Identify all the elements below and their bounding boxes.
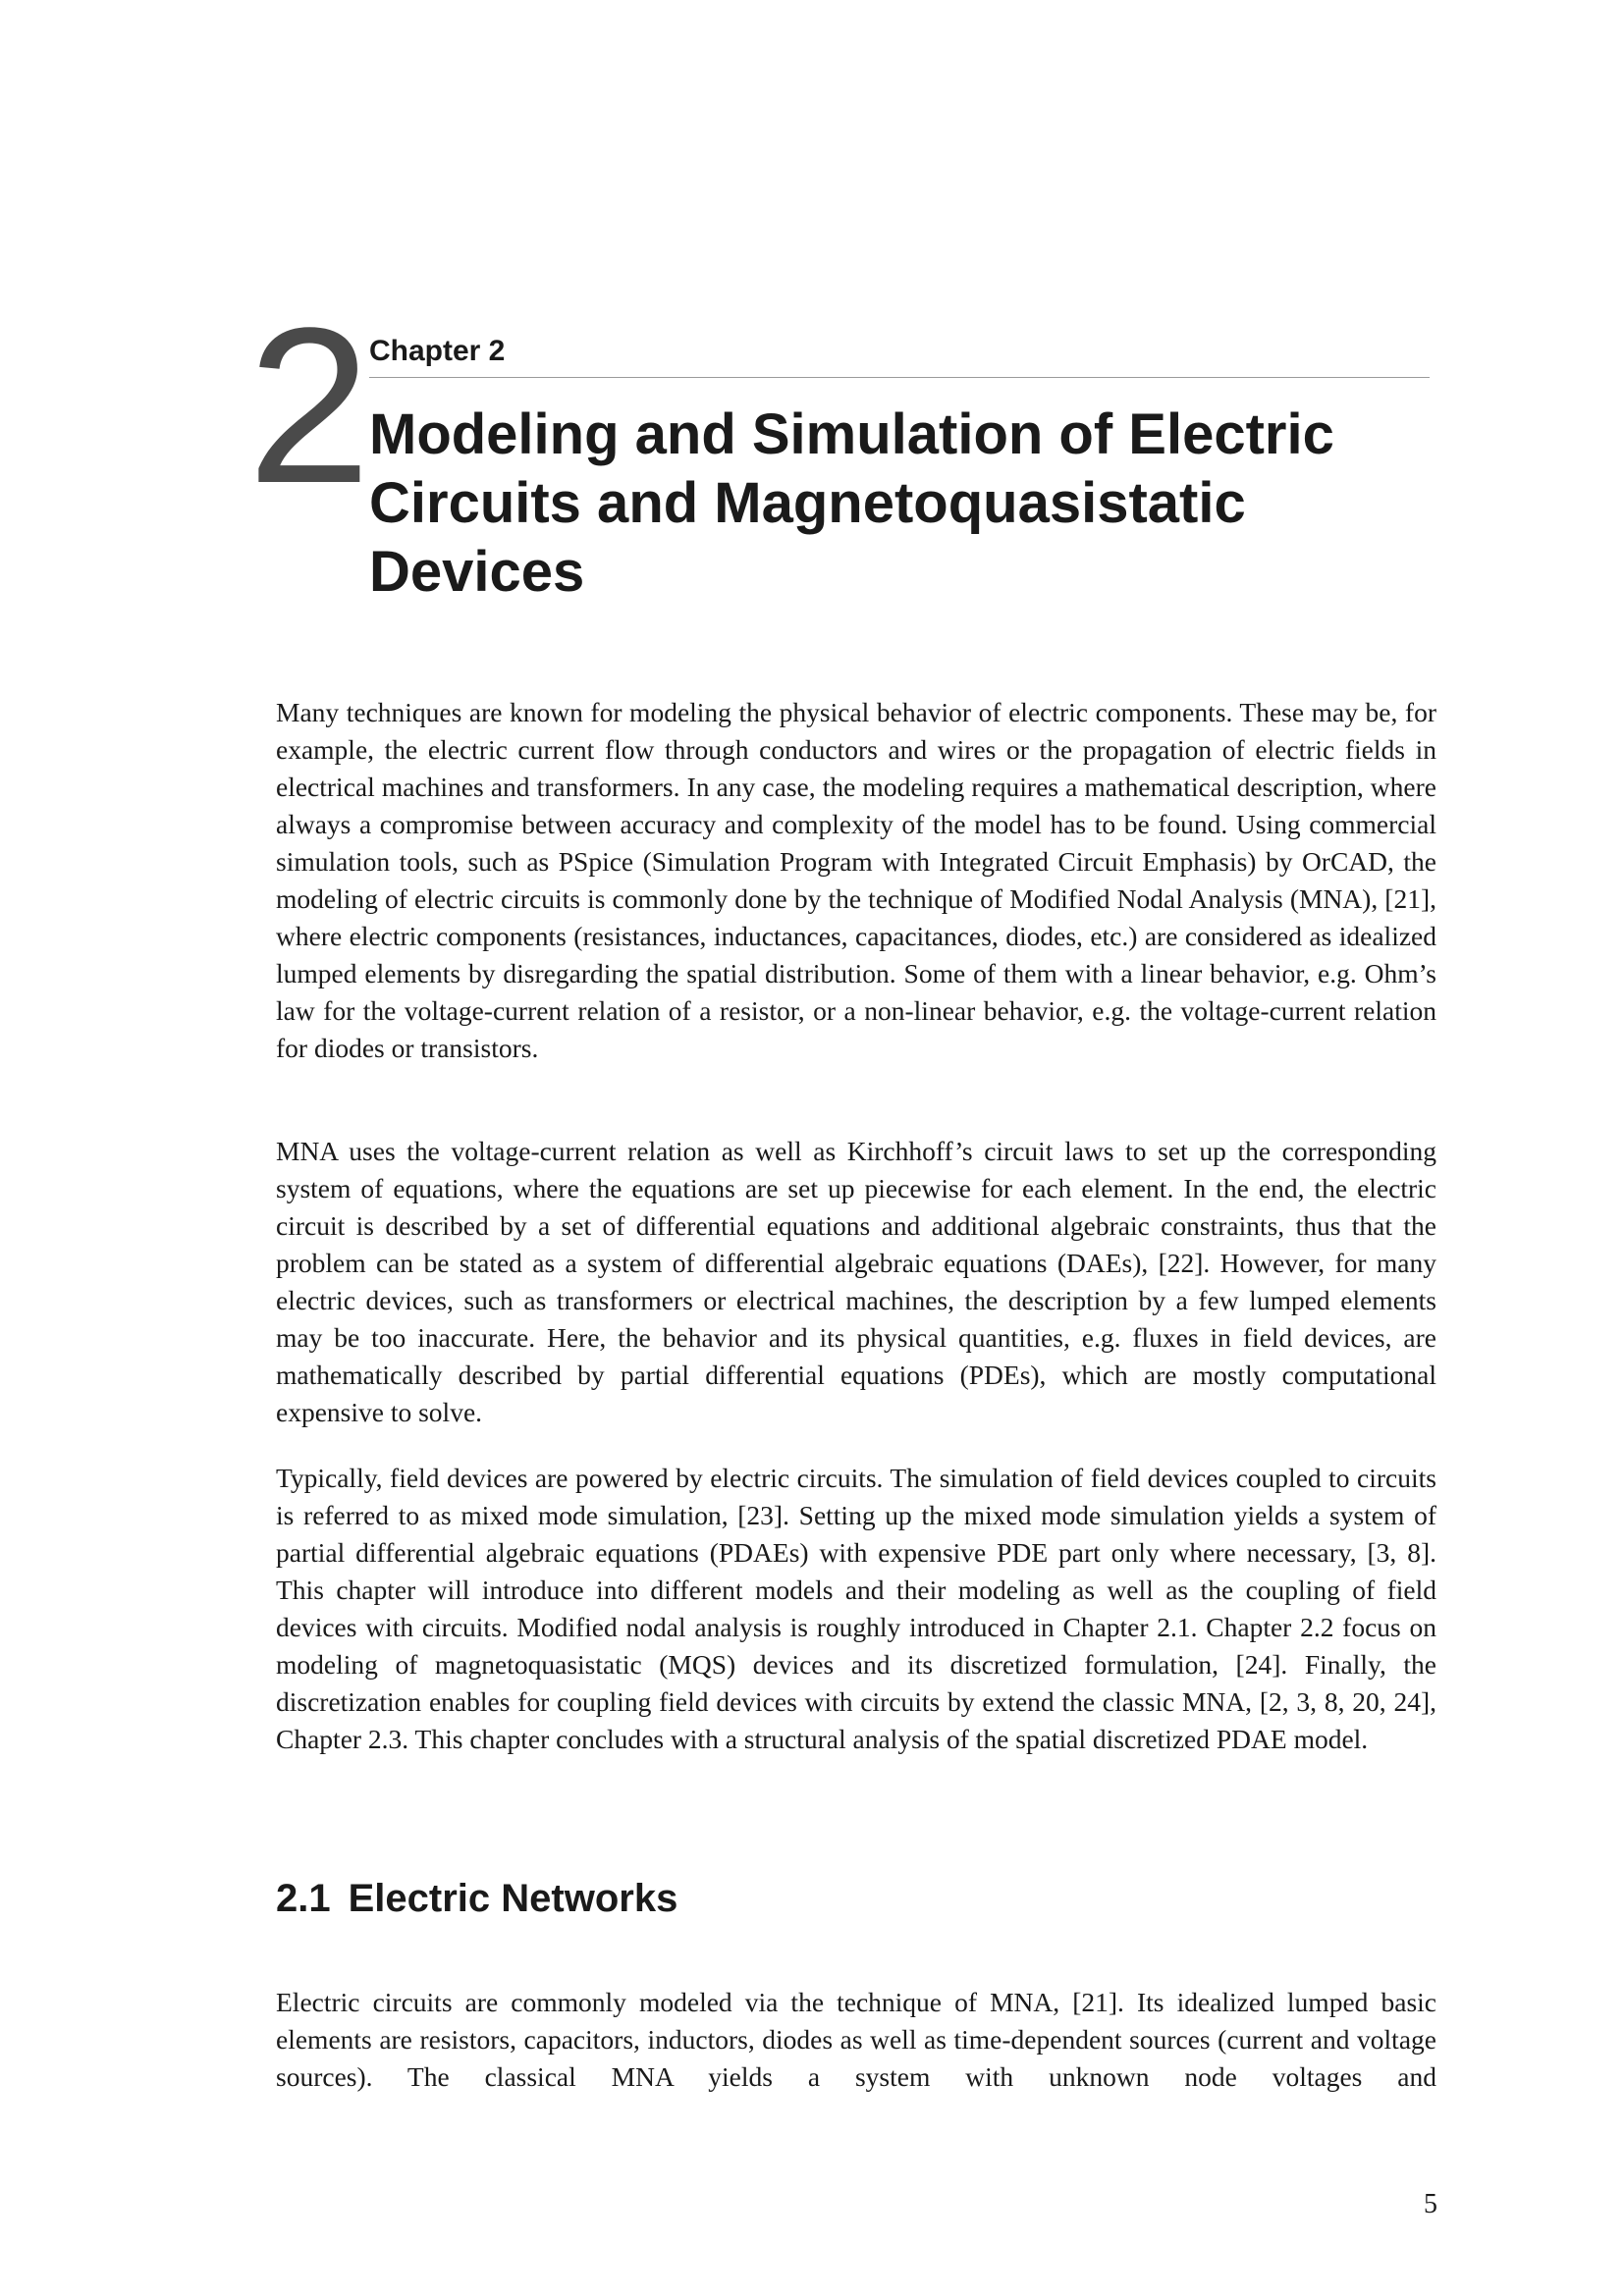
chapter-number: 2 [247, 281, 371, 529]
chapter-title: Modeling and Simulation of Electric Circuits and Magnetoquasistatic Devices [369, 402, 1334, 604]
chapter-rule [369, 377, 1430, 378]
paragraph-intro: Many techniques are known for modeling the physical behavior of electric components. These may be, for example, the electric current flow through conductors and wires or the propagation of electric fields in electrical machines and transformers. In any case, the modeling requires a mathematical description, where always a compromise between accuracy and complexity of the model has to be found. Using commercial simulation tools, such as PSpice (Simulation Program with Integrated Circuit Emphasis) by OrCAD, the modeling of electric circuits is commonly done by the technique of Modified Nodal Analysis (MNA), [21], where electric components (resistances, inductances, capacitances, diodes, etc.) are considered as idealized lumped elements by disregarding the spatial distribution. Some of them with a linear behavior, e.g. Ohm’s law for the voltage-current relation of a resistor, or a non-linear behavior, e.g. the voltage-current relation for diodes or transistors. [276, 697, 1436, 1063]
paragraph-electric-networks: Electric circuits are commonly modeled via the technique of MNA, [21]. Its idealized lumped basic elements are resistors, capacitors, inductors, diodes as well as time-dependent sources (current and voltage sources). The classical MNA yields a system with unknown node voltages and [276, 1987, 1436, 2092]
section-heading [276, 1874, 677, 1923]
paragraph-mna: MNA uses the voltage-current relation as well as Kirchhoff’s circuit laws to set up the corresponding system of equations, where the equations are set up piecewise for each element. In the end, the electric circuit is described by a set of differential equations and additional algebraic constraints, thus that the problem can be stated as a system of differential algebraic equations (DAEs), [22]. However, for many electric devices, such as transformers or electrical machines, the description by a few lumped elements may be too inaccurate. Here, the behavior and its physical quantities, e.g. fluxes in field devices, are mathematically described by partial differential equations (PDEs), which are mostly computational expensive to solve. [276, 1136, 1436, 1427]
paragraph-mixed-mode: Typically, field devices are powered by electric circuits. The simulation of field devices coupled to circuits is referred to as mixed mode simulation, [23]. Setting up the mixed mode simulation yields a system of partial differential algebraic equations (PDAEs) with expensive PDE part only where necessary, [3, 8]. This chapter will introduce into different models and their modeling as well as the coupling of field devices with circuits. Modified nodal analysis is roughly introduced in Chapter 2.1. Chapter 2.2 focus on modeling of magnetoquasistatic (MQS) devices and its discretized formulation, [24]. Finally, the discretization enables for coupling field devices with circuits by extend the classic MNA, [2, 3, 8, 20, 24], Chapter 2.3. This chapter concludes with a structural analysis of the spatial discretized PDAE model. [276, 1463, 1436, 1754]
section-title: Electric Networks [348, 1877, 678, 1920]
section-number: 2.1 [276, 1877, 331, 1920]
page-number: 5 [1424, 2189, 1437, 2219]
chapter-label: Chapter 2 [369, 335, 506, 367]
